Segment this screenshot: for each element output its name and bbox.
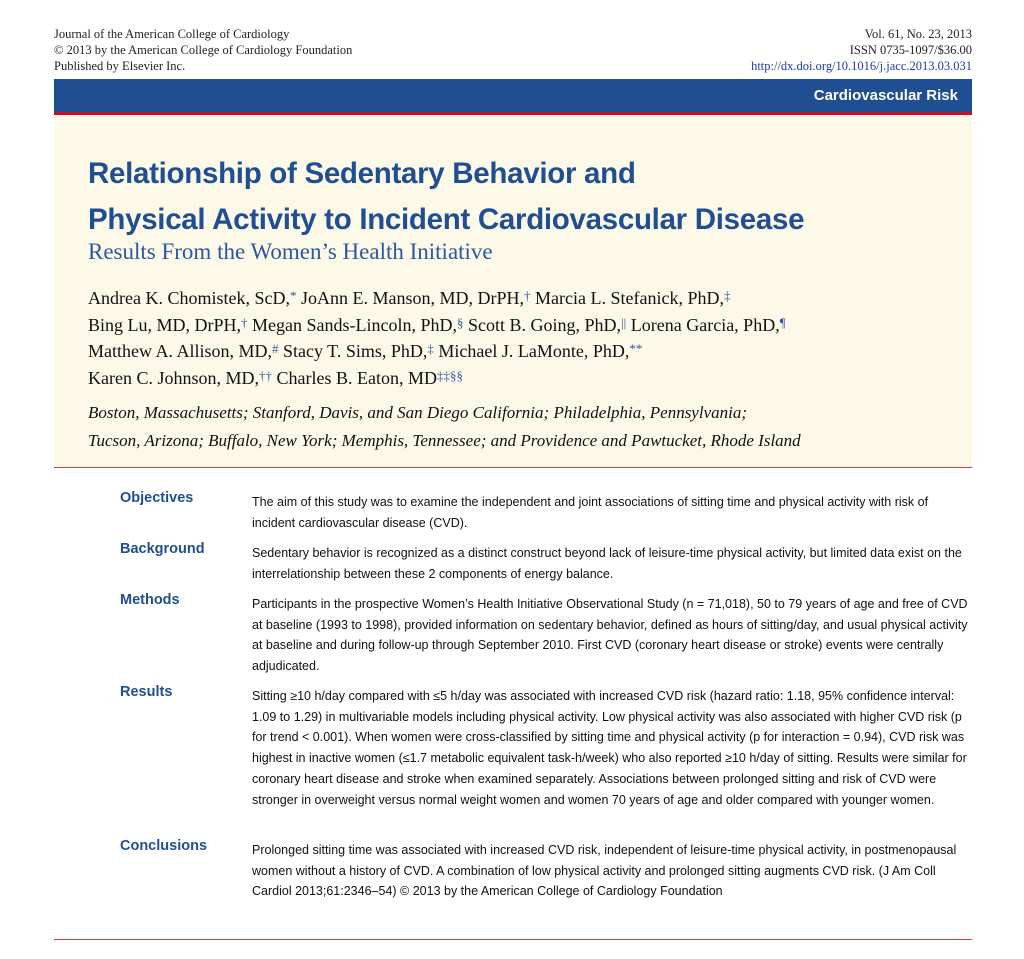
results-text: Sitting ≥10 h/day compared with ≤5 h/day was associated with increased CVD risk (hazard ratio: 1.18, 95% confidence interval: 1.09 to 1.29) in multivariable models including physical activity. Low physical activity was also associated with higher CVD risk (p for trend < 0.001). When women were cross-classified by sitting time and physical activity (p for interaction = 0.94), CVD risk was highest in inactive women (≤1.7 metabolic equivalent task-h/week) who also reported ≥10 h/day of sitting. Results were similar for coronary heart disease and stroke when examined separately. Associations between prolonged sitting and risk of CVD were stronger in overweight versus normal weight women and women 70 years of age and older compared with younger women.	[252, 689, 967, 807]
section-banner	[54, 79, 972, 115]
author-line	[88, 338, 786, 365]
author-name: Bing Lu, MD, DrPH,	[88, 314, 242, 335]
background-heading: Background	[120, 541, 205, 557]
author-name: Megan Sands-Lincoln, PhD,	[247, 314, 457, 335]
results-heading: Results	[120, 684, 173, 700]
affiliation-mark[interactable]: †	[524, 288, 531, 303]
author-line	[88, 285, 786, 312]
author-list	[88, 285, 786, 391]
title-line-2: Physical Activity to Incident Cardiovascular Disease	[88, 203, 805, 236]
author-name: Michael J. LaMonte, PhD,	[433, 341, 630, 361]
affiliations	[88, 399, 801, 455]
author-name: Marcia L. Stefanick, PhD,	[530, 288, 724, 308]
author-name: Andrea K. Chomistek, ScD,	[88, 288, 290, 308]
affiliation-mark[interactable]: **	[629, 341, 643, 356]
methods-text: Participants in the prospective Women’s Health Initiative Observational Study (n = 71,018), 50 to 79 years of age and free of CVD at baseline (1993 to 1998), provided information on sedentary behavior, defined as hours of sitting/day, and usual physical activity at baseline and during follow-up through September 2010. First CVD (coronary heart disease or stroke) events were centrally adjudicated.	[252, 597, 968, 674]
author-name: Charles B. Eaton, MD	[272, 367, 437, 388]
affiliation-mark[interactable]: #	[272, 341, 279, 356]
publisher-line: Published by Elsevier Inc.	[54, 59, 186, 73]
top-divider	[54, 467, 972, 468]
volume-issue: Vol. 61, No. 23, 2013	[864, 27, 972, 41]
objectives-heading: Objectives	[120, 490, 194, 506]
author-name: Scott B. Going, PhD,	[463, 314, 622, 335]
methods-heading: Methods	[120, 592, 180, 608]
conclusions-heading: Conclusions	[120, 838, 208, 854]
affiliation-mark[interactable]: ††	[259, 367, 272, 383]
article-subtitle: Results From the Women’s Health Initiative	[88, 239, 493, 264]
affiliation-mark[interactable]: ¶	[779, 314, 786, 330]
affiliation-mark[interactable]: †	[241, 314, 248, 330]
affiliations-line-1: Boston, Massachusetts; Stanford, Davis, and San Diego California; Philadelphia, Pennsylvania;	[88, 403, 748, 422]
affiliation-mark[interactable]: ‡‡§§	[436, 367, 463, 383]
doi-link[interactable]: http://dx.doi.org/10.1016/j.jacc.2013.03.031	[751, 59, 972, 73]
affiliation-mark[interactable]: ‡	[427, 341, 434, 356]
author-line	[88, 365, 786, 392]
affiliation-mark[interactable]: ‡	[723, 288, 731, 303]
journal-header-left	[54, 26, 352, 74]
section-label: Cardiovascular Risk	[813, 87, 958, 104]
affiliation-mark[interactable]: *	[289, 288, 297, 303]
objectives-text: The aim of this study was to examine the independent and joint associations of sitting time and physical activity with risk of incident cardiovascular disease (CVD).	[252, 495, 929, 530]
title-line-1: Relationship of Sedentary Behavior and	[88, 157, 636, 190]
issn: ISSN 0735-1097/$36.00	[849, 43, 972, 57]
author-name: JoAnn E. Manson, MD, DrPH,	[296, 288, 524, 308]
journal-header-right	[751, 26, 972, 74]
author-name: Lorena Garcia, PhD,	[626, 314, 780, 335]
copyright-line: © 2013 by the American College of Cardiology Foundation	[54, 43, 353, 57]
article-title	[88, 151, 804, 243]
author-name: Karen C. Johnson, MD,	[88, 367, 259, 388]
affiliation-mark[interactable]: ||	[621, 314, 627, 330]
conclusions-text: Prolonged sitting time was associated with increased CVD risk, independent of leisure-time physical activity, in postmenopausal women without a history of CVD. A combination of low physical activity and prolonged sitting augments CVD risk. (J Am Coll Cardiol 2013;61:2346–54) © 2013 by the American College of Cardiology Foundation	[252, 843, 957, 899]
affiliation-mark[interactable]: §	[457, 314, 464, 330]
author-name: Matthew A. Allison, MD,	[88, 341, 273, 361]
affiliations-line-2: Tucson, Arizona; Buffalo, New York; Memphis, Tennessee; and Providence and Pawtucket, Rhode Island	[88, 431, 801, 450]
author-name: Stacy T. Sims, PhD,	[278, 341, 428, 361]
title-box	[54, 115, 972, 467]
bottom-divider	[54, 939, 972, 940]
background-text: Sedentary behavior is recognized as a distinct construct beyond lack of leisure-time physical activity, but limited data exist on the interrelationship between these 2 components of energy balance.	[252, 546, 962, 581]
journal-name: Journal of the American College of Cardiology	[54, 27, 290, 41]
author-line	[88, 312, 786, 339]
